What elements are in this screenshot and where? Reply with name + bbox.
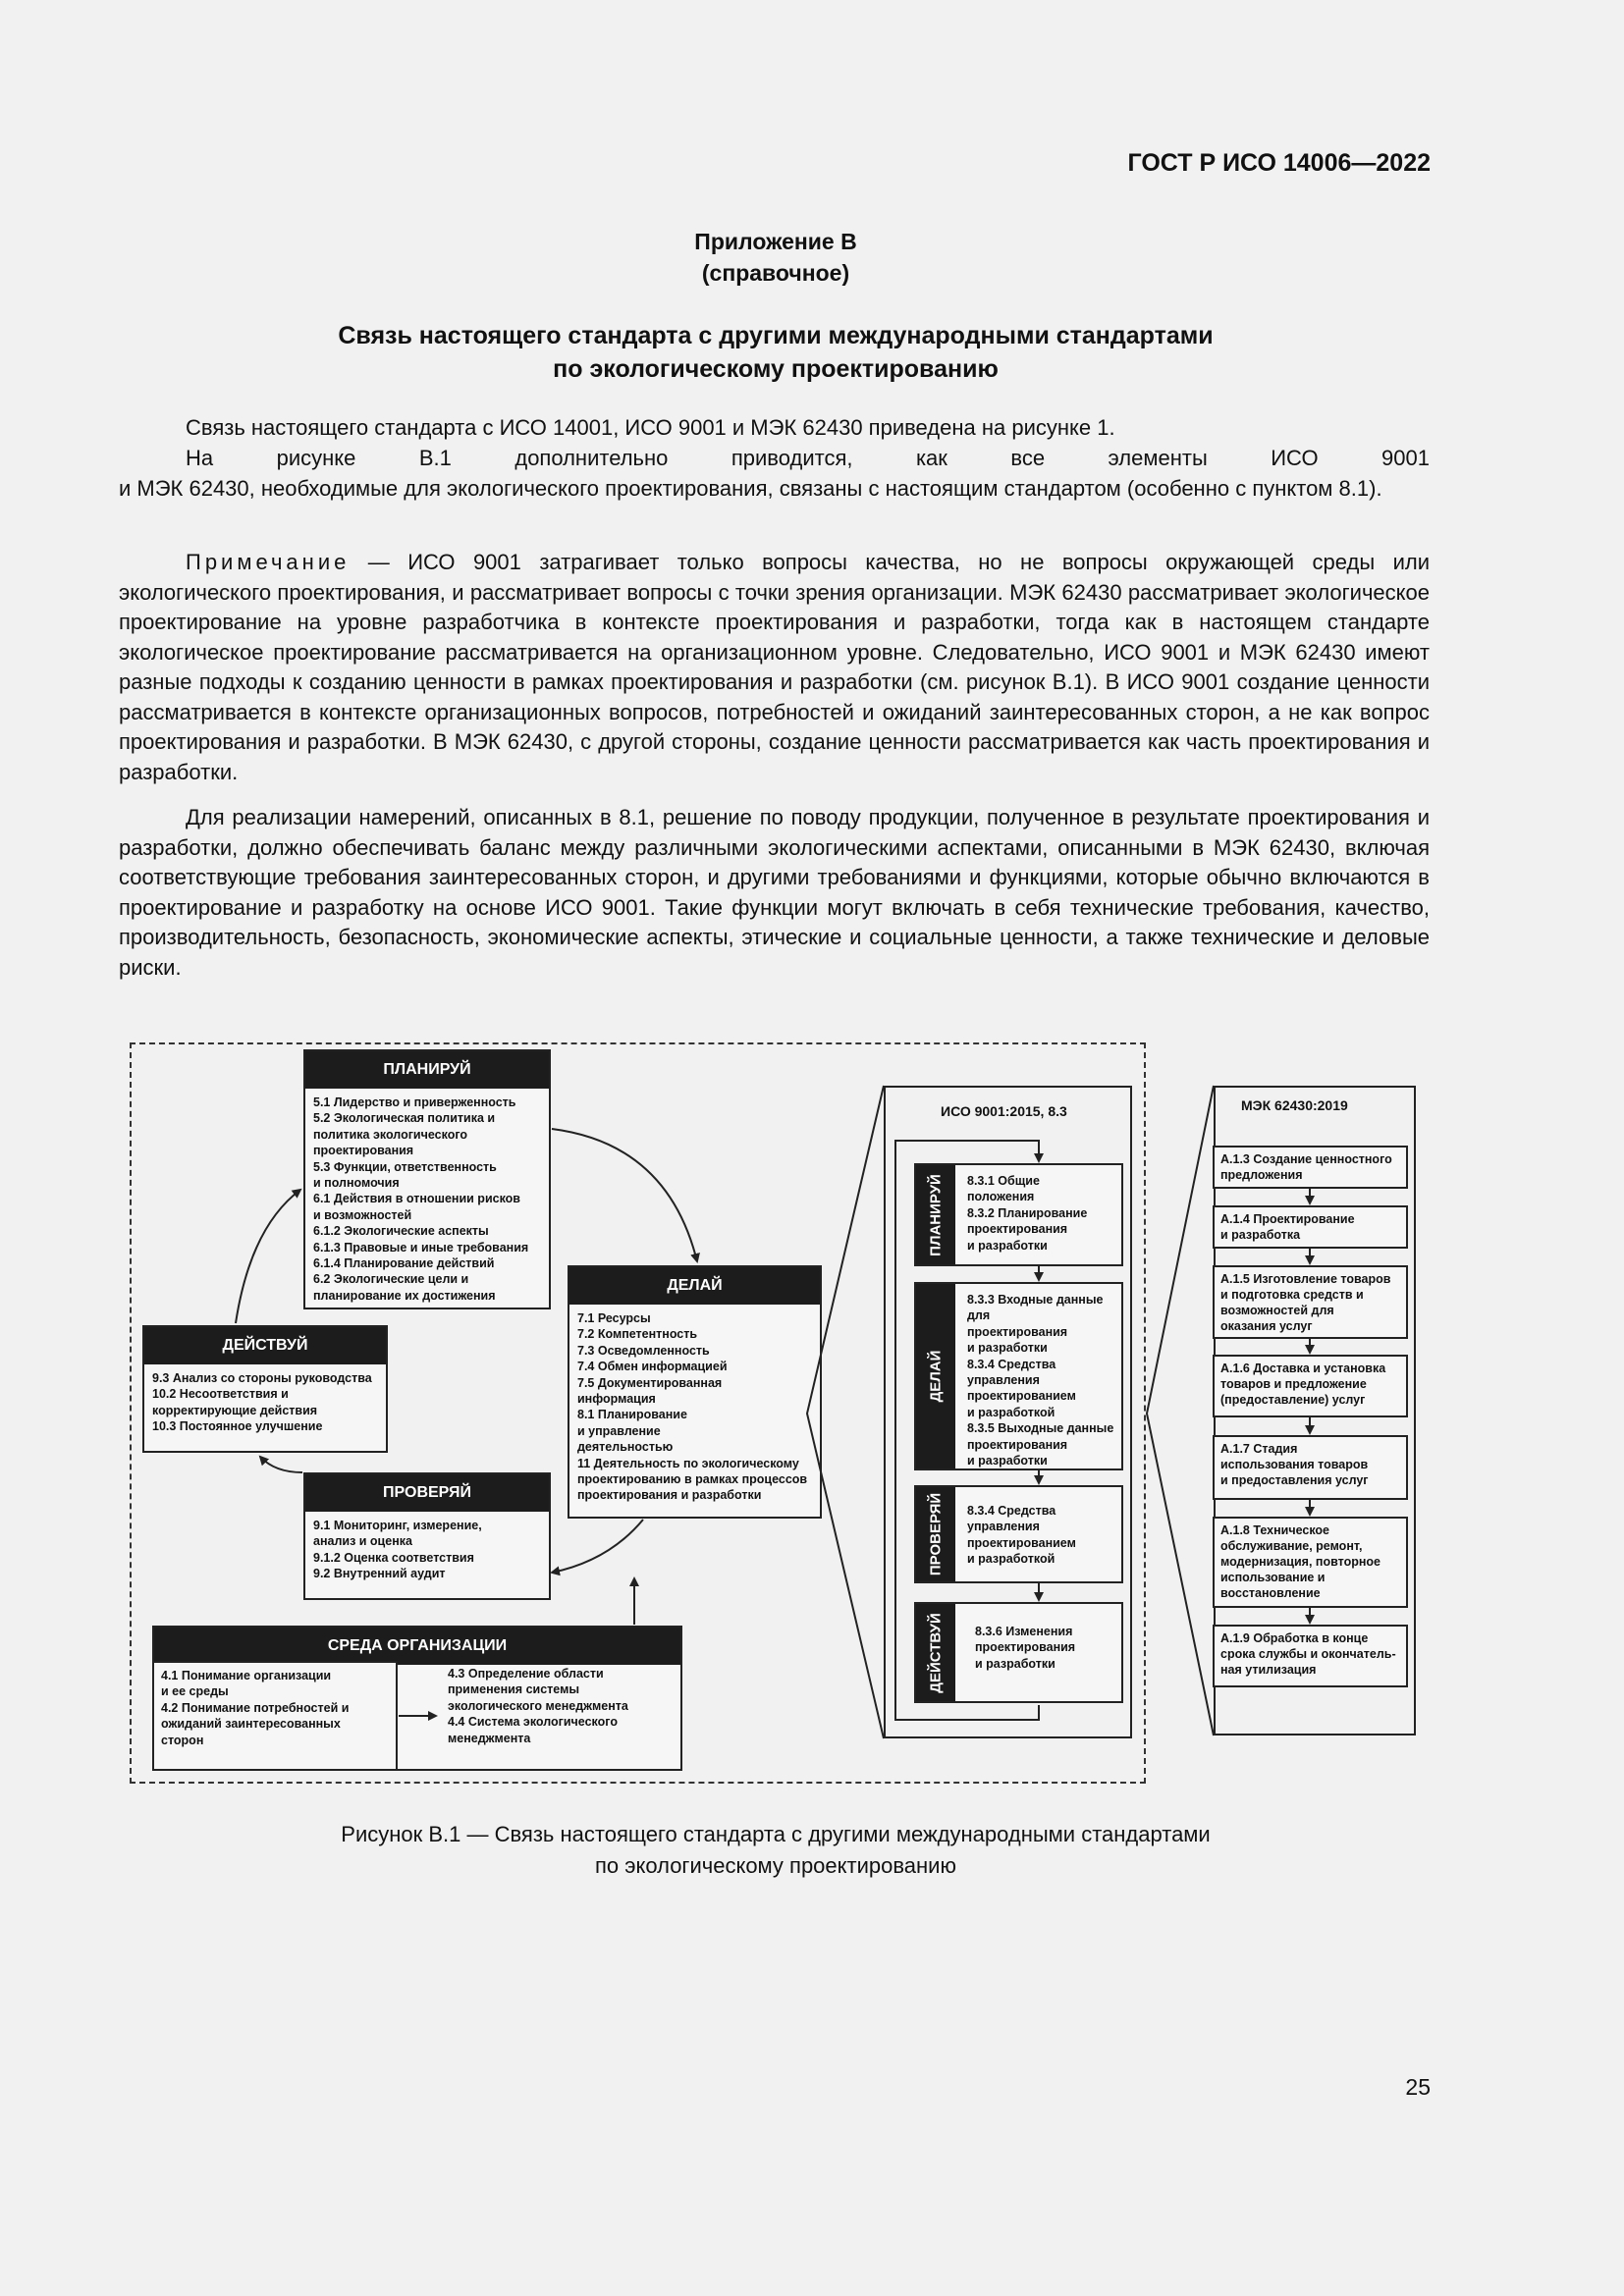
page-number: 25 (1405, 2074, 1431, 2100)
iec-item-line: восстановление (1220, 1586, 1321, 1600)
iec-item-line: предложения (1220, 1168, 1303, 1182)
cycle-arrow-plan-do (552, 1129, 697, 1261)
context-right-item: 4.3 Определение области (448, 1667, 604, 1681)
act-item: 9.3 Анализ со стороны руководства (152, 1371, 372, 1385)
iso-plan-label: ПЛАНИРУЙ (927, 1173, 945, 1256)
plan-item: политика экологического (313, 1127, 468, 1142)
plan-item: 5.2 Экологическая политика и (313, 1111, 496, 1126)
iso-do-item: 8.3.4 Средства (967, 1357, 1056, 1371)
check-item: 9.1.2 Оценка соответствия (313, 1550, 474, 1565)
iso-check-item: управления (967, 1520, 1040, 1534)
iec-item-line: обслуживание, ремонт, (1220, 1539, 1363, 1553)
iec-item-line: A.1.5 Изготовление товаров (1220, 1272, 1391, 1286)
annex-name: Приложение В (694, 229, 857, 254)
act-item: корректирующие действия (152, 1403, 318, 1417)
do-header: ДЕЛАЙ (569, 1267, 820, 1305)
iso-do-item: управления (967, 1373, 1040, 1388)
bracket-iso9001 (807, 1086, 884, 1738)
iso-check-item: и разработкой (967, 1552, 1056, 1567)
paragraph-4: Для реализации намерений, описанных в 8.1, решение по поводу продукции, полученное в результате проектирования и разработки, должно обеспечивать баланс между различными экологическими аспектами, описанными в МЭК 62430, включая соответствующие требования заинтересованных сторон, и другими требованиями и функциями, которые обычно включаются в проектирование и разработку на основе ИСО 9001. Такие функции могут включать в себя технические требования, качество, производительность, безопасность, экономические аспекты, этические и социальные ценности, а также технические и деловые риски. (119, 805, 1430, 980)
iso-act-label: ДЕЙСТВУЙ (927, 1612, 945, 1693)
do-item: 8.1 Планирование (577, 1408, 687, 1422)
iso-do-item: и разработкой (967, 1405, 1056, 1419)
standard-number: ГОСТ Р ИСО 14006—2022 (1127, 149, 1431, 177)
iec-item-line: использование и (1220, 1571, 1326, 1584)
plan-item: и полномочия (313, 1176, 400, 1191)
iso-do-item: и разработки (967, 1454, 1048, 1468)
iso9001-title: ИСО 9001:2015, 8.3 (941, 1103, 1067, 1119)
iec-item-line: использования товаров (1220, 1458, 1369, 1471)
plan-item: проектирования (313, 1144, 414, 1158)
iso-act-item: и разработки (975, 1656, 1056, 1671)
context-header: СРЕДА ОРГАНИЗАЦИИ (154, 1628, 680, 1665)
paragraph-2-rest: и МЭК 62430, необходимые для экологического проектирования, связаны с настоящим стандартом (особенно с пунктом 8.1). (119, 476, 1382, 501)
note-label: Примечание (186, 550, 351, 574)
do-item: проектированию в рамках процессов (577, 1472, 808, 1487)
iso-do-item: проектирования (967, 1437, 1068, 1452)
cycle-arrow-do-check (552, 1520, 643, 1573)
iso-loop-line (895, 1141, 1039, 1720)
annex-type: (справочное) (701, 260, 850, 286)
iso-check-item: 8.3.4 Средства (967, 1504, 1056, 1518)
do-item: деятельностью (577, 1440, 674, 1455)
context-left-item: ожиданий заинтересованных (161, 1717, 341, 1732)
do-item: 7.3 Осведомленность (577, 1343, 710, 1358)
section-title-line1: Связь настоящего стандарта с другими международными стандартами (338, 322, 1214, 349)
iec62430-title: МЭК 62430:2019 (1241, 1097, 1348, 1113)
iso-do-item: 8.3.5 Выходные данные (967, 1421, 1114, 1436)
iec-item-line: A.1.4 Проектирование (1220, 1212, 1355, 1226)
iso-plan-item: проектирования (967, 1222, 1068, 1237)
context-left-item: 4.2 Понимание потребностей и (161, 1700, 350, 1715)
check-item: 9.2 Внутренний аудит (313, 1567, 446, 1581)
bracket-iec62430 (1147, 1086, 1214, 1735)
context-right-item: 4.4 Система экологического (448, 1715, 618, 1730)
iso-act-item: 8.3.6 Изменения (975, 1625, 1073, 1638)
plan-item: 5.1 Лидерство и приверженность (313, 1095, 516, 1109)
iso-plan-item: положения (967, 1190, 1035, 1204)
plan-item: планирование их достижения (313, 1288, 496, 1303)
do-item: информация (577, 1392, 656, 1407)
iec-item-line: (предоставление) услуг (1220, 1393, 1366, 1407)
iec-item-line: A.1.8 Техническое (1220, 1523, 1330, 1537)
iec-item-line: A.1.7 Стадия (1220, 1442, 1298, 1456)
iec-item-line: A.1.9 Обработка в конце (1220, 1631, 1369, 1645)
plan-item: 6.1 Действия в отношении рисков (313, 1192, 520, 1206)
do-item: 7.1 Ресурсы (577, 1311, 651, 1325)
iec-item-line: оказания услуг (1220, 1319, 1313, 1333)
context-left-item: 4.1 Понимание организации (161, 1669, 332, 1682)
iso-plan-item: 8.3.1 Общие (967, 1174, 1040, 1188)
plan-item: и возможностей (313, 1207, 412, 1222)
iec-item-line: и подготовка средств и (1220, 1288, 1364, 1302)
iec-item-line: срока службы и окончатель- (1220, 1647, 1396, 1661)
figure-caption-line1: Рисунок В.1 — Связь настоящего стандарта с другими международными стандартами (341, 1822, 1211, 1846)
iso-do-item: и разработки (967, 1341, 1048, 1356)
act-header: ДЕЙСТВУЙ (144, 1327, 386, 1364)
iec-item-line: A.1.6 Доставка и установка (1220, 1362, 1386, 1375)
plan-item: 6.1.3 Правовые и иные требования (313, 1240, 529, 1255)
context-left-item: и ее среды (161, 1684, 229, 1699)
cycle-arrow-check-act (260, 1457, 302, 1472)
iso-check-label: ПРОВЕРЯЙ (927, 1492, 945, 1576)
act-item: 10.2 Несоответствия и (152, 1387, 289, 1402)
plan-item: 5.3 Функции, ответственность (313, 1159, 497, 1174)
note-text: — ИСО 9001 затрагивает только вопросы качества, но не вопросы окружающей среды или экологического проектирования, и рассматривает вопросы с точки зрения организации. МЭК 62430 рассматривает экологическое проектирование на уровне разработчика в контексте проектирования и разработки, тогда как в настоящем стандарте экологическое проектирование рассматривается на организационном уровне. Следовательно, ИСО 9001 и МЭК 62430 имеют разные подходы к созданию ценности в рамках проектирования и разработки (см. рисунок В.1). В ИСО 9001 создание ценности рассматривается в контексте организационных вопросов, потребностей и ожиданий заинтересованных сторон, а не как вопрос проектирования и разработки. В МЭК 62430, с другой стороны, создание ценности рассматривается как часть проектирования и разработки. (119, 550, 1430, 784)
paragraph-1: Связь настоящего стандарта с ИСО 14001, ИСО 9001 и МЭК 62430 приведена на рисунке 1. (186, 415, 1115, 440)
iec-item-line: ная утилизация (1220, 1663, 1317, 1677)
do-item: проектирования и разработки (577, 1488, 762, 1503)
iec-item-line: и предоставления услуг (1220, 1473, 1369, 1487)
iec-item-line: A.1.3 Создание ценностного (1220, 1152, 1392, 1166)
check-header: ПРОВЕРЯЙ (305, 1474, 549, 1512)
iso-plan-item: 8.3.2 Планирование (967, 1205, 1088, 1220)
iso-do-item: проектирования (967, 1324, 1068, 1339)
do-item: 7.5 Документированная (577, 1375, 723, 1390)
do-item: и управление (577, 1423, 661, 1438)
iso-act-item: проектирования (975, 1640, 1076, 1655)
check-item: 9.1 Мониторинг, измерение, (313, 1519, 482, 1532)
do-item: 11 Деятельность по экологическому (577, 1456, 799, 1470)
iso-check-item: проектированием (967, 1535, 1076, 1550)
do-item: 7.2 Компетентность (577, 1327, 698, 1342)
plan-header: ПЛАНИРУЙ (305, 1051, 549, 1089)
figure-caption (0, 1819, 1551, 1882)
iec-item-line: товаров и предложение (1220, 1377, 1367, 1391)
paragraph-2-line1: На рисунке В.1 дополнительно приводится, как все элементы ИСО 9001 (186, 446, 1430, 470)
context-right-item: менеджмента (448, 1731, 531, 1745)
iec-item-line: модернизация, повторное (1220, 1555, 1380, 1569)
iso-plan-item: и разработки (967, 1238, 1048, 1253)
iso-do-item: проектированием (967, 1389, 1076, 1404)
figure-caption-line2: по экологическому проектированию (595, 1853, 956, 1878)
iso-do-item: для (967, 1308, 991, 1323)
context-right-item: экологического менеджмента (448, 1698, 628, 1713)
iso-do-label: ДЕЛАЙ (927, 1350, 945, 1403)
iso-do-item: 8.3.3 Входные данные (967, 1293, 1104, 1307)
check-item: анализ и оценка (313, 1534, 412, 1549)
plan-item: 6.2 Экологические цели и (313, 1272, 469, 1287)
plan-item: 6.1.4 Планирование действий (313, 1256, 495, 1271)
section-title-line2: по экологическому проектированию (553, 355, 999, 383)
cycle-arrow-act-plan (236, 1190, 300, 1323)
context-right-item: применения системы (448, 1682, 579, 1697)
plan-item: 6.1.2 Экологические аспекты (313, 1224, 489, 1239)
iec-item-line: и разработка (1220, 1228, 1301, 1242)
context-left-item: сторон (161, 1733, 204, 1747)
act-item: 10.3 Постоянное улучшение (152, 1419, 323, 1434)
do-item: 7.4 Обмен информацией (577, 1360, 728, 1374)
iec-item-line: возможностей для (1220, 1304, 1334, 1317)
